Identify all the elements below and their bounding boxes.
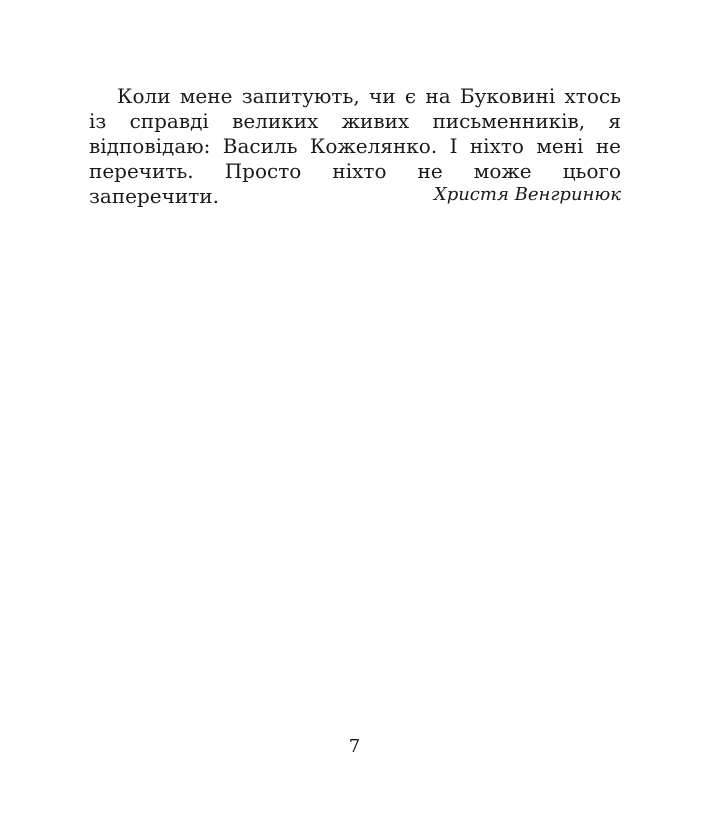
epigraph-text: Коли мене запитують, чи є на Буковині хтось із справді великих живих письменників, я відповідаю: Василь Кожелянко. І ніхто мені не перечить. Просто ніхто не може цього заперечити. bbox=[89, 84, 621, 208]
page-number: 7 bbox=[348, 736, 361, 757]
epigraph-author: Христя Венгринюк bbox=[433, 184, 621, 205]
